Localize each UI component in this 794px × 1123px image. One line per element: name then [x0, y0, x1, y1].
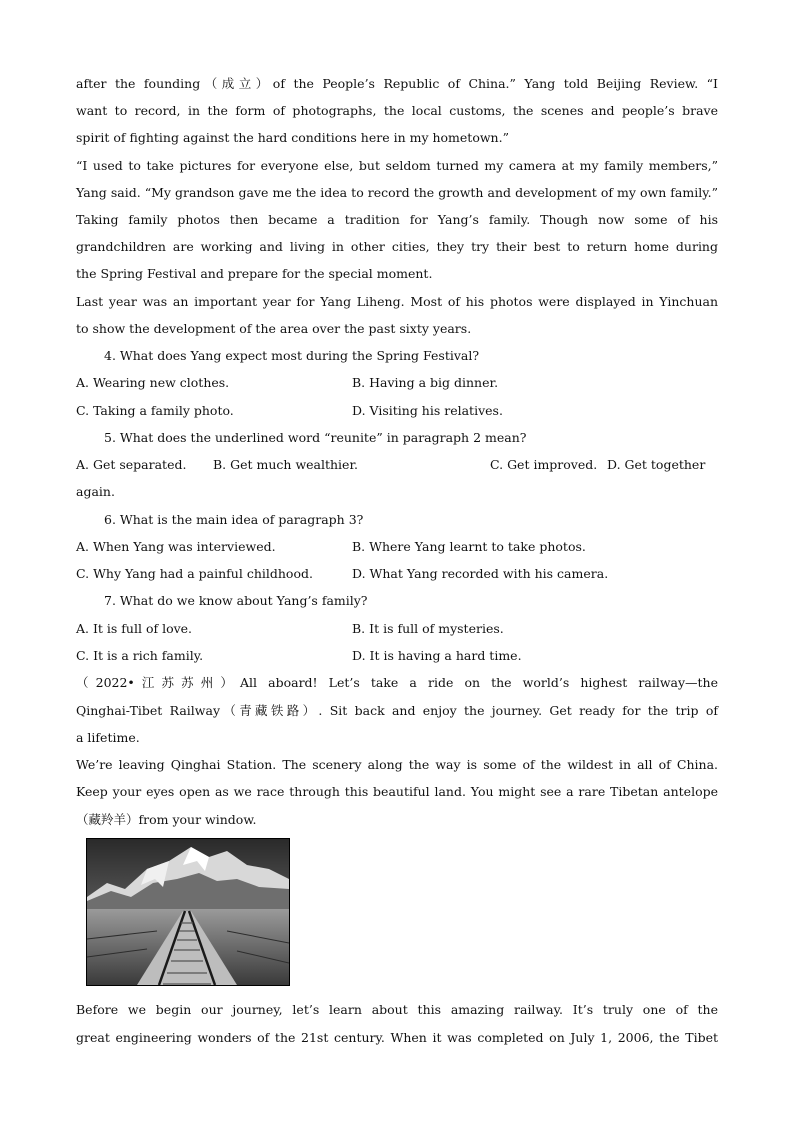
answer-option: A. Get separated. [76, 457, 187, 472]
passage1-line: to show the development of the area over the past sixty years. [76, 321, 472, 336]
passage2-line: （藏羚羊）from your window. [76, 812, 257, 827]
passage1-line: Taking family photos then became a tradition for Yang’s family. Though now some of his [76, 212, 718, 227]
answer-option: B. It is full of mysteries. [352, 621, 504, 636]
answer-option: B. Having a big dinner. [352, 375, 499, 390]
passage2-line: Qinghai-Tibet Railway（青藏铁路）. Sit back and enjoy the journey. Get ready for the trip of [76, 703, 718, 718]
answer-option: C. Get improved. [490, 457, 598, 472]
answer-option: C. Taking a family photo. [76, 403, 234, 418]
passage2-line: We’re leaving Qinghai Station. The scenery along the way is some of the wildest in all of China. [76, 757, 718, 772]
answer-option: B. Where Yang learnt to take photos. [352, 539, 586, 554]
question-stem: 4. What does Yang expect most during the Spring Festival? [104, 348, 480, 363]
passage1-line: “I used to take pictures for everyone else, but seldom turned my camera at my family members,” [76, 158, 718, 173]
passage2-line: a lifetime. [76, 730, 140, 745]
passage2-line: Keep your eyes open as we race through this beautiful land. You might see a rare Tibetan antelope [76, 784, 718, 799]
answer-option: C. It is a rich family. [76, 648, 204, 663]
answer-option-continued: again. [76, 484, 115, 499]
question-stem: 5. What does the underlined word “reunite” in paragraph 2 mean? [104, 430, 527, 445]
passage1-line: spirit of fighting against the hard conditions here in my hometown.” [76, 130, 509, 145]
passage1-line: want to record, in the form of photographs, the local customs, the scenes and people’s brave [76, 103, 718, 118]
answer-option: A. When Yang was interviewed. [76, 539, 276, 554]
railway-photo [86, 838, 290, 986]
question-stem: 7. What do we know about Yang’s family? [104, 593, 368, 608]
passage1-line: Last year was an important year for Yang Liheng. Most of his photos were displayed in Yinchuan [76, 294, 718, 309]
answer-option: D. What Yang recorded with his camera. [352, 566, 609, 581]
passage1-line: grandchildren are working and living in other cities, they try their best to return home during [76, 239, 718, 254]
answer-option: C. Why Yang had a painful childhood. [76, 566, 313, 581]
answer-option: D. Visiting his relatives. [352, 403, 503, 418]
answer-option: A. Wearing new clothes. [76, 375, 230, 390]
question-stem: 6. What is the main idea of paragraph 3? [104, 512, 364, 527]
passage1-line: the Spring Festival and prepare for the special moment. [76, 266, 433, 281]
answer-option: A. It is full of love. [76, 621, 193, 636]
answer-option: B. Get much wealthier. [213, 457, 359, 472]
passage2-line: great engineering wonders of the 21st century. When it was completed on July 1, 2006, the Tibet [76, 1030, 718, 1045]
passage2-line: Before we begin our journey, let’s learn about this amazing railway. It’s truly one of the [76, 1002, 718, 1017]
passage2-line: （2022•江苏苏州）All aboard! Let’s take a ride on the world’s highest railway—the [76, 675, 718, 690]
passage1-line: after the founding（成立）of the People’s Republic of China.” Yang told Beijing Review. “I [76, 76, 718, 91]
passage1-line: Yang said. “My grandson gave me the idea to record the growth and development of my own family.” [76, 185, 718, 200]
answer-option: D. It is having a hard time. [352, 648, 522, 663]
answer-option: D. Get together [607, 457, 706, 472]
